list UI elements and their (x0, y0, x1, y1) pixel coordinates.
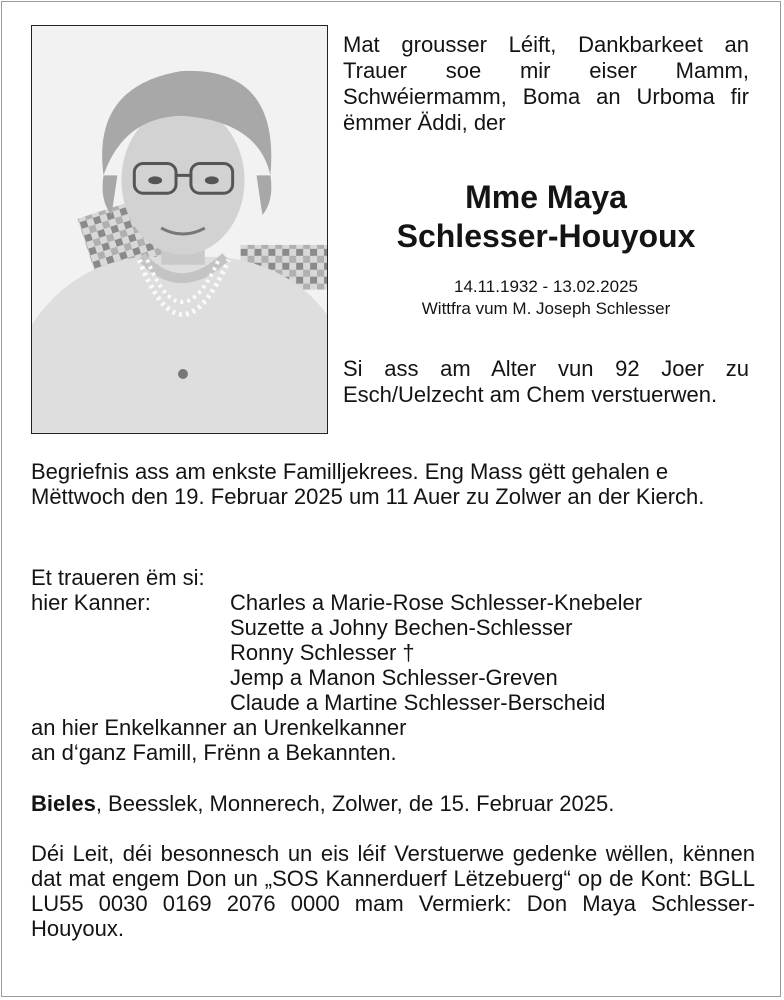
deceased-name-line1: Mme Maya (465, 179, 627, 215)
deceased-name-line2: Schlesser-Houyoux (396, 218, 696, 254)
widow-of: Wittfra vum M. Joseph Schlesser (421, 299, 671, 318)
deceased-name (343, 178, 749, 256)
mourners-section (31, 565, 755, 765)
portrait-photo-icon (32, 26, 327, 433)
death-notice: Si ass am Alter vun 92 Joer zu Esch/Uelzecht am Chem verstuerwen. (343, 356, 749, 407)
child-entry: Ronny Schlesser † (230, 640, 415, 665)
children-label: hier Kanner: (31, 590, 151, 615)
child-entry: Jemp a Manon Schlesser-Greven (230, 665, 558, 690)
place-date-line (31, 791, 755, 816)
intro-text: Mat grousser Léift, Dankbarkeet an Trauer soe mir eiser Mamm, Schwéiermamm, Boma an Urboma fir ëmmer Äddi, der (343, 32, 749, 135)
place-rest: , Beesslek, Monnerech, Zolwer, de 15. Februar 2025. (95, 791, 615, 816)
mourners-heading: Et traueren ëm si: (31, 565, 205, 590)
child-entry: Claude a Martine Schlesser-Berscheid (230, 690, 606, 715)
family-line: an d‘ganz Famill, Frënn a Bekannten. (31, 740, 397, 765)
deceased-details (343, 276, 749, 320)
children-row (31, 590, 755, 615)
portrait-photo (31, 25, 328, 434)
child-entry: Charles a Marie-Rose Schlesser-Knebeler (230, 590, 643, 615)
place-town: Bieles (31, 791, 96, 816)
grandchildren-line: an hier Enkelkanner an Urenkelkanner (31, 715, 407, 740)
donation-info: Déi Leit, déi besonnesch un eis léif Verstuerwe gedenke wëllen, kënnen dat mat engem Don un „SOS Kannerduerf Lëtzebuerg“ op de Kont: BGLL LU55 0030 0169 2076 0000 mam Vermierk: Don Maya Schlesser-Houyoux. (31, 841, 755, 941)
funeral-info: Begriefnis ass am enkste Familljekrees. Eng Mass gëtt gehalen e Mëttwoch den 19. Februar 2025 um 11 Auer zu Zolwer an der Kierch. (31, 459, 705, 509)
child-entry: Suzette a Johny Bechen-Schlesser (230, 615, 573, 640)
life-dates: 14.11.1932 - 13.02.2025 (453, 277, 638, 296)
